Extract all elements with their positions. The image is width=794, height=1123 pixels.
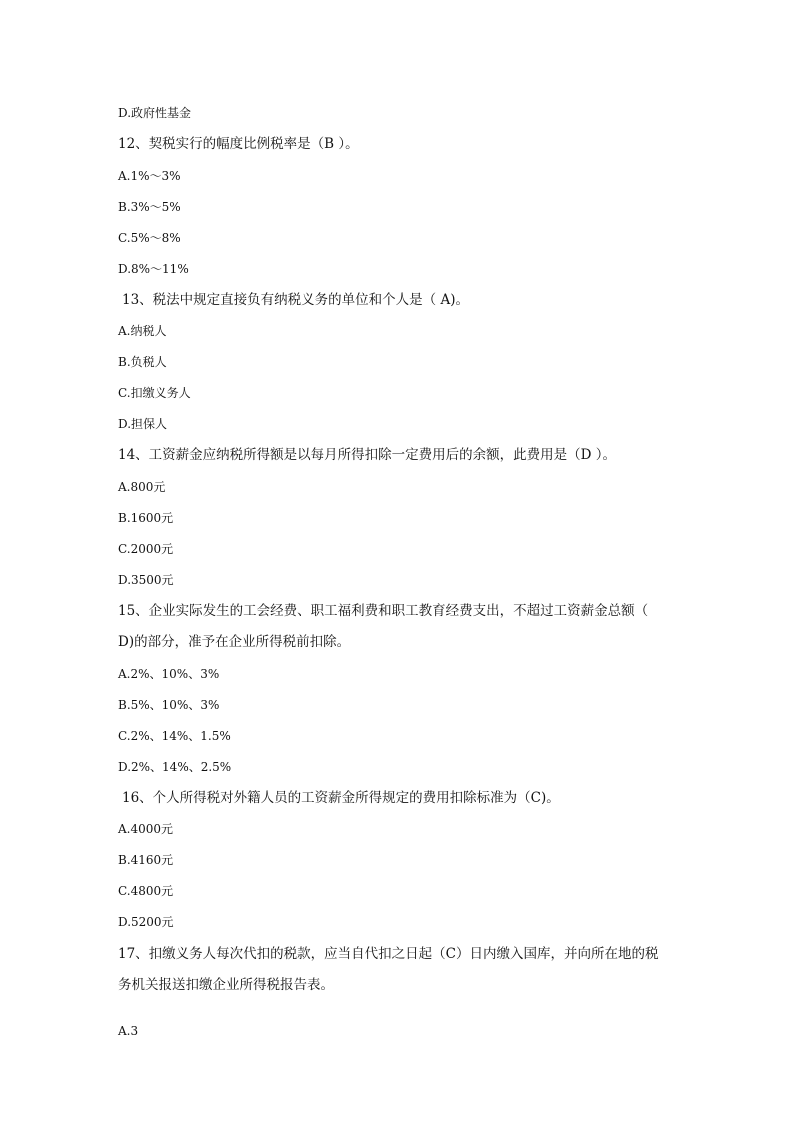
option-a-q16: A.4000元 [118, 822, 174, 836]
option-c-q13: C.扣缴义务人 [118, 386, 191, 400]
option-b-q12: B.3%～5% [118, 200, 181, 214]
option-d-q15: D.2%、14%、2.5% [118, 760, 232, 774]
option-b-q14: B.1600元 [118, 511, 174, 525]
question-13: 13、税法中规定直接负有纳税义务的单位和个人是（ A)。 [122, 292, 469, 308]
option-d-q13: D.担保人 [118, 417, 168, 431]
option-d-q16: D.5200元 [118, 915, 174, 929]
option-d-q11: D.政府性基金 [118, 106, 192, 120]
option-a-q17: A.3 [118, 1024, 139, 1038]
option-c-q12: C.5%～8% [118, 231, 181, 245]
option-d-q12: D.8%～11% [118, 262, 189, 276]
option-a-q13: A.纳税人 [118, 324, 167, 338]
option-b-q13: B.负税人 [118, 355, 167, 369]
question-15-line-1: 15、企业实际发生的工会经费、职工福利费和职工教育经费支出，不超过工资薪金总额（ [118, 603, 649, 619]
option-b-q16: B.4160元 [118, 853, 174, 867]
question-15-line-2: D)的部分，准予在企业所得税前扣除。 [118, 634, 351, 650]
option-d-q14: D.3500元 [118, 573, 174, 587]
option-c-q16: C.4800元 [118, 884, 174, 898]
option-b-q15: B.5%、10%、3% [118, 698, 220, 712]
option-a-q15: A.2%、10%、3% [118, 667, 220, 681]
option-a-q12: A.1%～3% [118, 169, 181, 183]
option-c-q15: C.2%、14%、1.5% [118, 729, 231, 743]
question-16: 16、个人所得税对外籍人员的工资薪金所得规定的费用扣除标准为（C)。 [122, 790, 560, 806]
question-17-line-1: 17、扣缴义务人每次代扣的税款，应当自代扣之日起（C）日内缴入国库，并向所在地的税 [118, 946, 659, 962]
option-c-q14: C.2000元 [118, 542, 174, 556]
question-12: 12、契税实行的幅度比例税率是（B ）。 [118, 136, 359, 152]
option-a-q14: A.800元 [118, 480, 166, 494]
question-14: 14、工资薪金应纳税所得额是以每月所得扣除一定费用后的余额，此费用是（D ）。 [118, 447, 617, 463]
question-17-line-2: 务机关报送扣缴企业所得税报告表。 [118, 977, 334, 993]
